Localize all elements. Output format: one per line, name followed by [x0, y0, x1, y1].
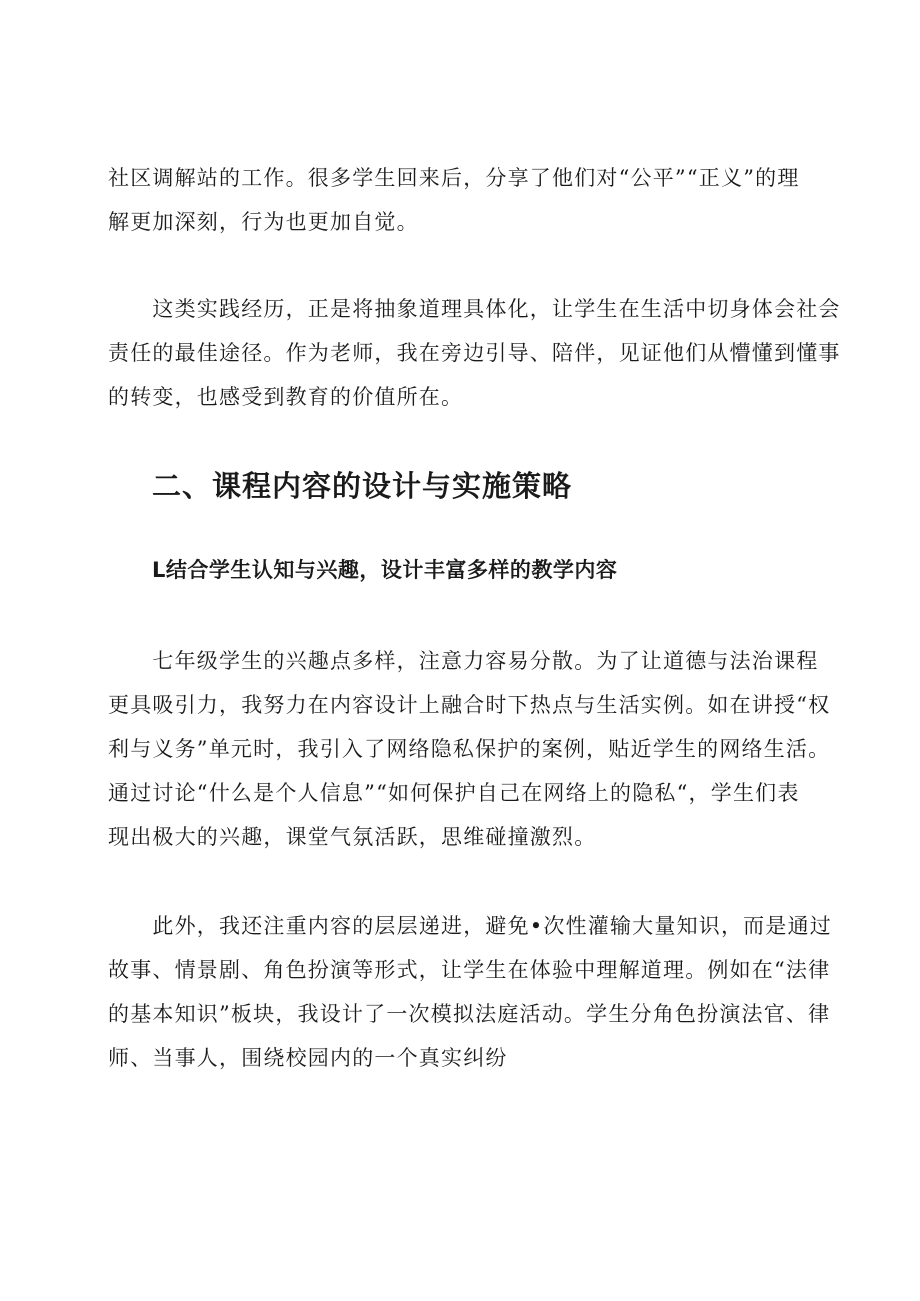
paragraph-practice-experience — [108, 287, 841, 419]
text-line: 此外，我还注重内容的层层递进，避免•次性灌输大量知识，而是通过 — [108, 914, 832, 938]
text-line: 故事、情景剧、角色扮演等形式，让学生在体验中理解道理。例如在“法律 — [108, 958, 831, 982]
text-line: 责任的最佳途径。作为老师，我在旁边引导、陪伴，见证他们从懵懂到懂事 — [108, 341, 841, 365]
text-line: 解更加深刻，行为也更加自觉。 — [108, 210, 419, 234]
text-line: 这类实践经历，正是将抽象道理具体化，让学生在生活中切身体会社会 — [108, 297, 841, 321]
subsection-heading: L结合学生认知与兴趣，设计丰富多样的教学内容 — [152, 558, 618, 582]
text-line: 更具吸引力，我努力在内容设计上融合时下热点与生活实例。如在讲授“权 — [108, 693, 831, 717]
text-line: 通过讨论“什么是个人信息”“如何保护自己在网络上的隐私“，学生们表 — [108, 781, 800, 805]
text-line: 现出极大的兴趣，课堂气氛活跃，思维碰撞激烈。 — [108, 825, 597, 849]
text-line: 师、当事人，围绕校园内的一个真实纠纷 — [108, 1046, 508, 1070]
paragraph-grade-seven-interests — [108, 639, 831, 859]
text-line: 的转变，也感受到教育的价值所在。 — [108, 385, 464, 409]
paragraph-progressive-content — [108, 904, 832, 1080]
section-heading: 二、课程内容的设计与实施策略 — [152, 469, 573, 503]
text-line: 的基本知识”板块，我设计了一次模拟法庭活动。学生分角色扮演法官、律 — [108, 1002, 831, 1026]
text-line: 社区调解站的工作。很多学生回来后，分享了他们对“公平”“正义”的理 — [108, 166, 800, 190]
paragraph-community-mediation — [108, 156, 820, 244]
text-line: 七年级学生的兴趣点多样，注意力容易分散。为了让道德与法治课程 — [108, 649, 819, 673]
text-line: 利与义务”单元时，我引入了网络隐私保护的案例，贴近学生的网络生活。 — [108, 737, 831, 761]
